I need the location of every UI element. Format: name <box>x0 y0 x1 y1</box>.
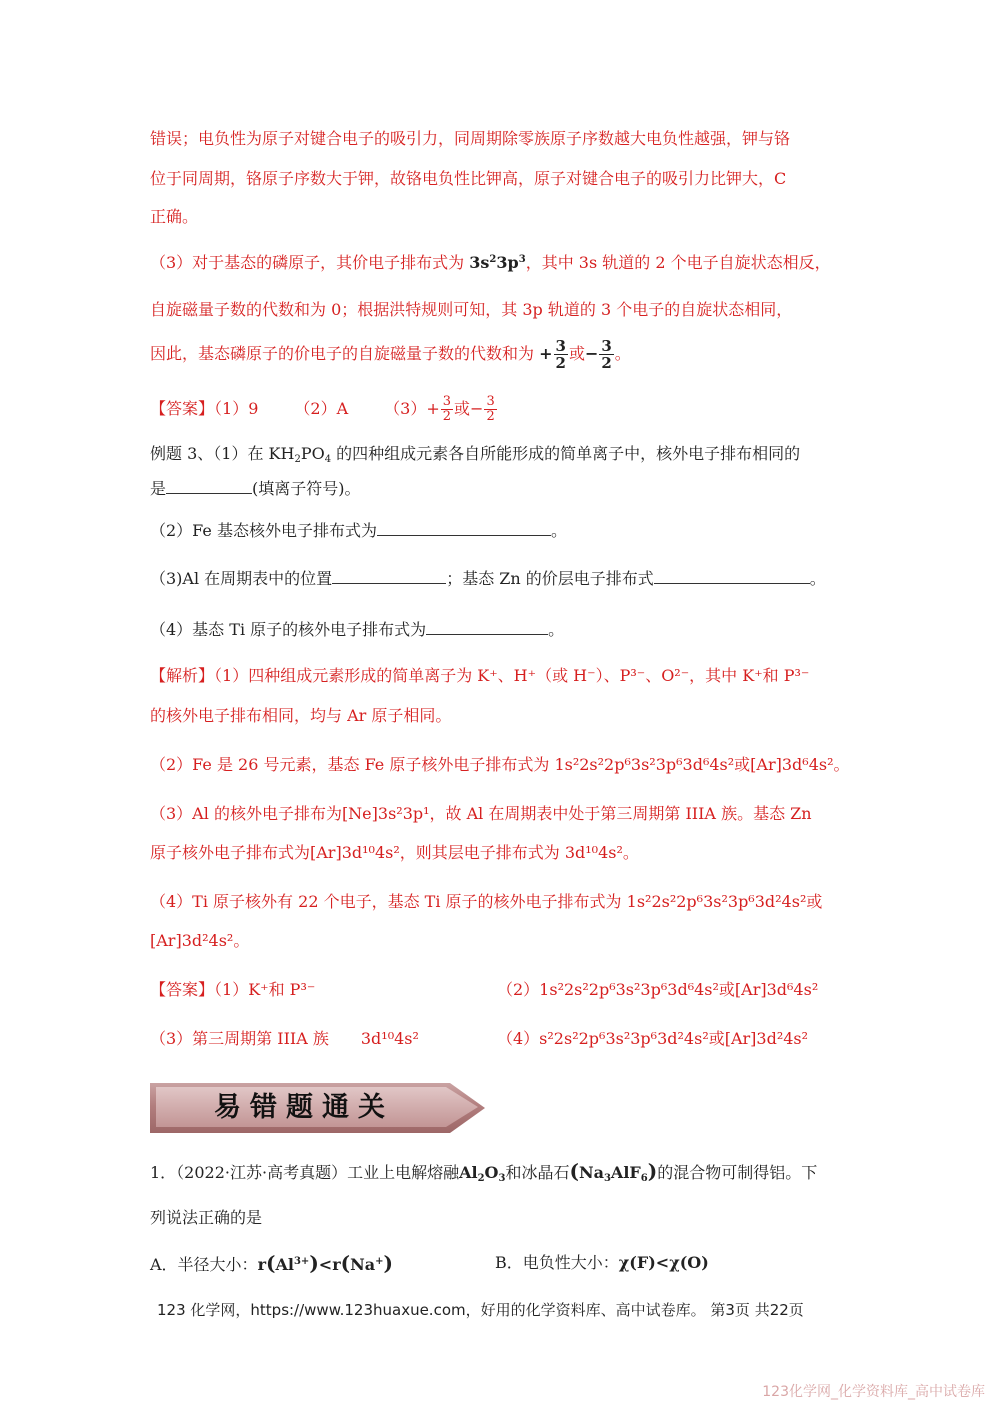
analysis-line: [Ar]3d²4s²。 <box>150 931 250 950</box>
section-banner <box>150 1083 485 1133</box>
question-line: （4）基态 Ti 原子的核外电子排布式为 。 <box>150 620 565 639</box>
question-line: 1．（2022·江苏·高考真题）工业上电解熔融$Al_2O_3$和冰晶石$(Na_3AlF_6)$的混合物可制得铝。下 <box>150 1159 818 1184</box>
answer-line: （2）1s²2s²2p⁶3s²3p⁶3d⁶4s²或[Ar]3d⁶4s² <box>497 980 819 999</box>
answer-tag: 【答案】 <box>150 399 215 418</box>
analysis-line: 原子核外电子排布式为[Ar]3d¹⁰4s²，则其层电子排布式为 3d¹⁰4s²。 <box>150 843 639 862</box>
explanation-line: （3）对于基态的磷原子，其价电子排布式为 $3s^23p^3$，其中 3s 轨道的 2 个电子自旋状态相反， <box>150 253 831 272</box>
answer-blank[interactable] <box>426 618 548 635</box>
page-footer: 123 化学网，https://www.123huaxue.com，好用的化学资料库、高中试卷库。 第3页 共22页 <box>157 1301 804 1319</box>
answer-blank[interactable] <box>332 567 446 584</box>
answer-line: （4）s²2s²2p⁶3s²3p⁶3d²4s²或[Ar]3d²4s² <box>497 1029 809 1048</box>
analysis-tag: 【解析】 <box>150 666 215 685</box>
section-banner-title: 易错题通关 <box>214 1092 394 1123</box>
question-line: 是 (填离子符号)。 <box>150 479 361 498</box>
answer-line: （3）第三周期第 IIIA 族 3d¹⁰4s² <box>150 1029 419 1048</box>
option-b: B．电负性大小：χ(F)<χ(O) <box>495 1253 709 1272</box>
explanation-line: 因此，基态磷原子的价电子的自旋磁量子数的代数和为 + $\frac{3}{2}$ 或− $\frac{3}{2}$ 。 <box>150 337 631 372</box>
watermark: 123化学网_化学资料库_高中试卷库 <box>762 1384 985 1400</box>
answer-line: 【答案】（1）K⁺和 P³⁻ <box>150 980 316 999</box>
question-line: 例题 3、（1）在 $KH_2PO_4$ 的四种组成元素各自所能形成的简单离子中，核外电子排布相同的 <box>150 444 801 465</box>
answer-blank[interactable] <box>377 519 551 536</box>
answer-tag: 【答案】 <box>150 980 215 999</box>
option-a: A．半径大小：$r(Al^{3+})<r(Na^+)$ <box>150 1251 393 1275</box>
analysis-line: 【解析】（1）四种组成元素形成的简单离子为 K⁺、H⁺（或 H⁻）、P³⁻、O²⁻，其中 K⁺和 P³⁻ <box>150 666 810 685</box>
explanation-line: 错误；电负性为原子对键合电子的吸引力，同周期除零族原子序数越大电负性越强，钾与铬 <box>150 129 791 148</box>
answer-blank[interactable] <box>654 567 810 584</box>
analysis-line: （4）Ti 原子核外有 22 个电子，基态 Ti 原子的核外电子排布式为 1s²2s²2p⁶3s²3p⁶3d²4s²或 <box>150 892 823 911</box>
analysis-line: 的核外电子排布相同，均与 Ar 原子相同。 <box>150 706 452 725</box>
explanation-line: 位于同周期，铬原子序数大于钾，故铬电负性比钾高，原子对键合电子的吸引力比钾大，C <box>150 169 787 188</box>
analysis-line: （2）Fe 是 26 号元素，基态 Fe 原子核外电子排布式为 1s²2s²2p⁶3s²3p⁶3d⁶4s²或[Ar]3d⁶4s²。 <box>150 755 850 774</box>
question-line: 列说法正确的是 <box>150 1208 263 1227</box>
analysis-line: （3）Al 的核外电子排布为[Ne]3s²3p¹，故 Al 在周期表中处于第三周期第 IIIA 族。基态 Zn <box>150 804 812 823</box>
explanation-line: 正确。 <box>150 207 199 226</box>
question-line: （2）Fe 基态核外电子排布式为 。 <box>150 521 567 540</box>
question-line: （3)Al 在周期表中的位置 ；基态 Zn 的价层电子排布式 。 <box>150 569 826 588</box>
explanation-line: 自旋磁量子数的代数和为 0；根据洪特规则可知，其 3p 轨道的 3 个电子的自旋状态相同， <box>150 300 793 319</box>
answer-line: 【答案】（1）9 （2）A （3）+ $\frac{3}{2}$ 或− $\frac{3}{2}$ <box>150 394 495 424</box>
answer-blank[interactable] <box>166 477 252 494</box>
